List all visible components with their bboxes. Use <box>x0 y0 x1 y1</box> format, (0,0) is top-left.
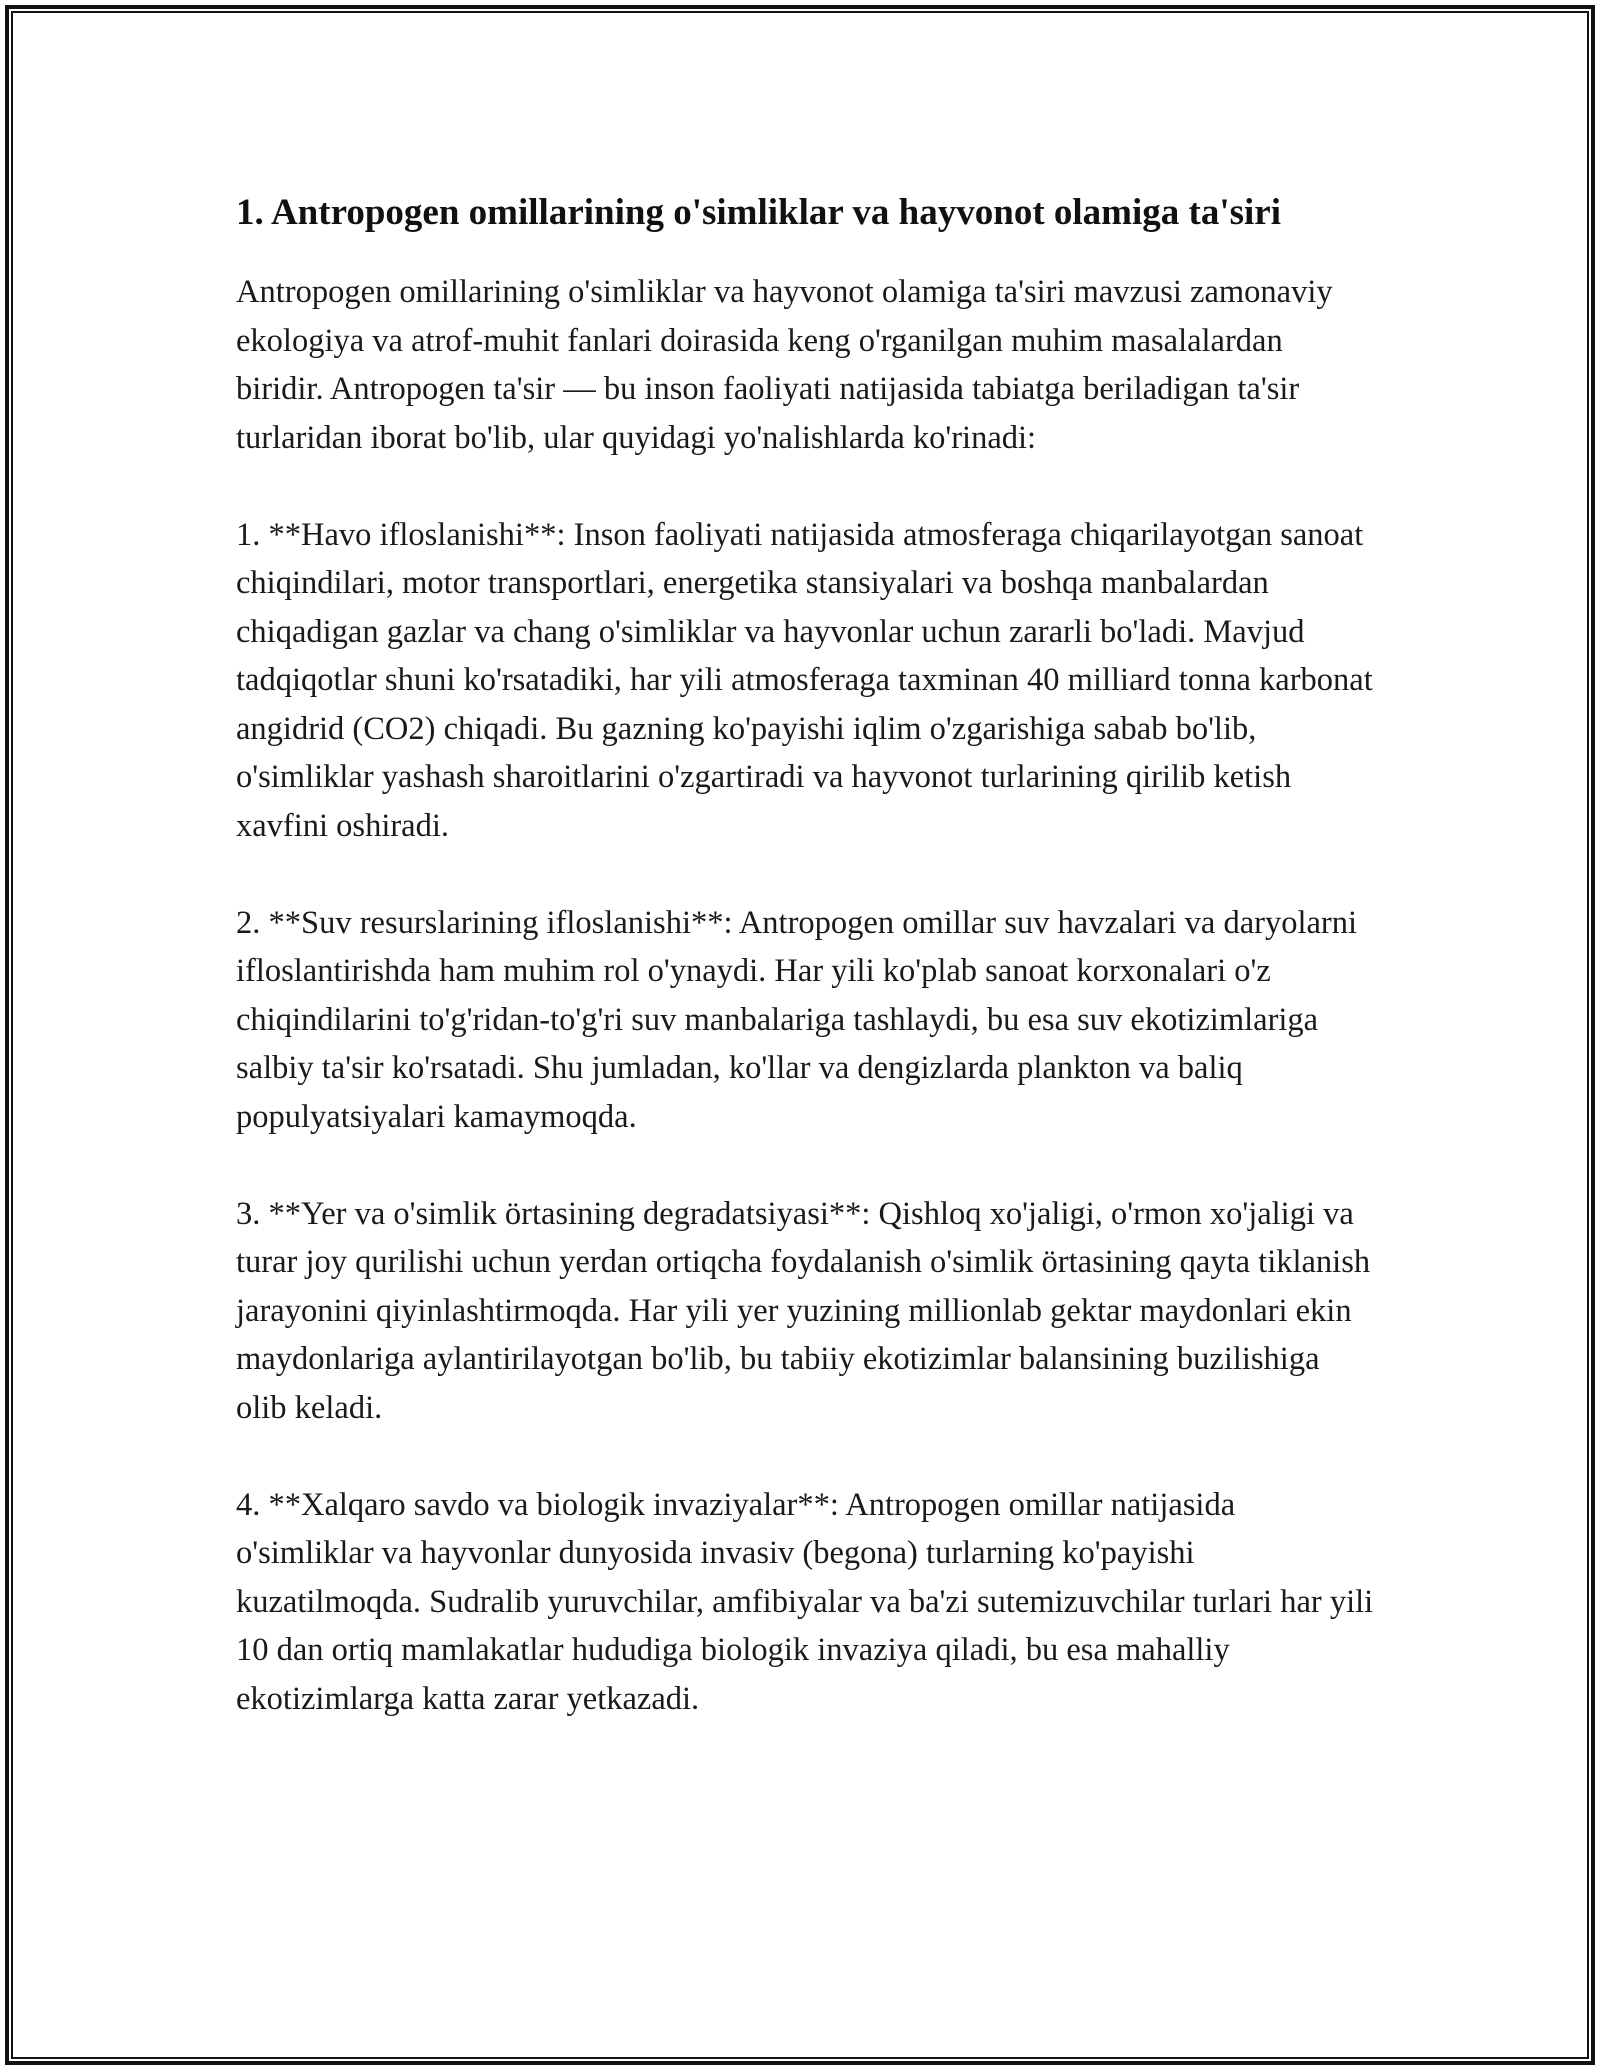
document-title: 1. Antropogen omillarining o'simliklar va hayvonot olamiga ta'siri <box>236 192 1281 233</box>
paragraph-land-degradation: 3. **Yer va o'simlik örtasining degradatsiyasi**: Qishloq xo'jaligi, o'rmon xo'jaligi va turar joy qurilishi uchun yerdan ortiqcha foydalanish o'simlik örtasining qayta tiklanish jarayonini qiyinlashtirmoqda. Har yili yer yuzining millionlab gektar maydonlari ekin maydonlariga aylantirilayotgan bo'lib, bu tabiiy ekotizimlar balansining buzilishiga olib keladi. <box>236 1195 1371 1426</box>
paragraph-water-pollution: 2. **Suv resurslarining ifloslanishi**: Antropogen omillar suv havzalari va daryolarni ifloslantirishda ham muhim rol o'ynaydi. Har yili ko'plab sanoat korxonalari o'z chiqindilarini to'g'ridan-to'g'ri suv manbalariga tashlaydi, bu esa suv ekotizimlariga salbiy ta'sir ko'rsatadi. Shu jumladan, ko'llar va dengizlarda plankton va baliq populyatsiyalari kamaymoqda. <box>236 904 1358 1135</box>
intro-paragraph: Antropogen omillarining o'simliklar va hayvonot olamiga ta'siri mavzusi zamonaviy ekologiya va atrof-muhit fanlari doirasida keng o'rganilgan muhim masalalardan biridir. Antropogen ta'sir — bu inson faoliyati natijasida tabiatga beriladigan ta'sir turlaridan iborat bo'lib, ular quyidagi yo'nalishlarda ko'rinadi: <box>236 274 1333 456</box>
paragraph-air-pollution: 1. **Havo ifloslanishi**: Inson faoliyati natijasida atmosferaga chiqarilayotgan sanoat chiqindilari, motor transportlari, energetika stansiyalari va boshqa manbalardan chiqadigan gazlar va chang o'simliklar va hayvonlar uchun zararli bo'ladi. Mavjud tadqiqotlar shuni ko'rsatadiki, har yili atmosferaga taxminan 40 milliard tonna karbonat angidrid (CO2) chiqadi. Bu gazning ko'payishi iqlim o'zgarishiga sabab bo'lib, o'simliklar yashash sharoitlarini o'zgartiradi va hayvonot turlarining qirilib ketish xavfini oshiradi. <box>236 516 1373 844</box>
paragraph-biological-invasions: 4. **Xalqaro savdo va biologik invaziyalar**: Antropogen omillar natijasida o'simliklar va hayvonlar dunyosida invasiv (begona) turlarning ko'payishi kuzatilmoqda. Sudralib yuruvchilar, amfibiyalar va ba'zi sutemizuvchilar turlari har yili 10 dan ortiq mamlakatlar hududiga biologik invaziya qiladi, bu esa mahalliy ekotizimlarga katta zarar yetkazadi. <box>236 1486 1374 1717</box>
document-body <box>236 186 1376 1772</box>
